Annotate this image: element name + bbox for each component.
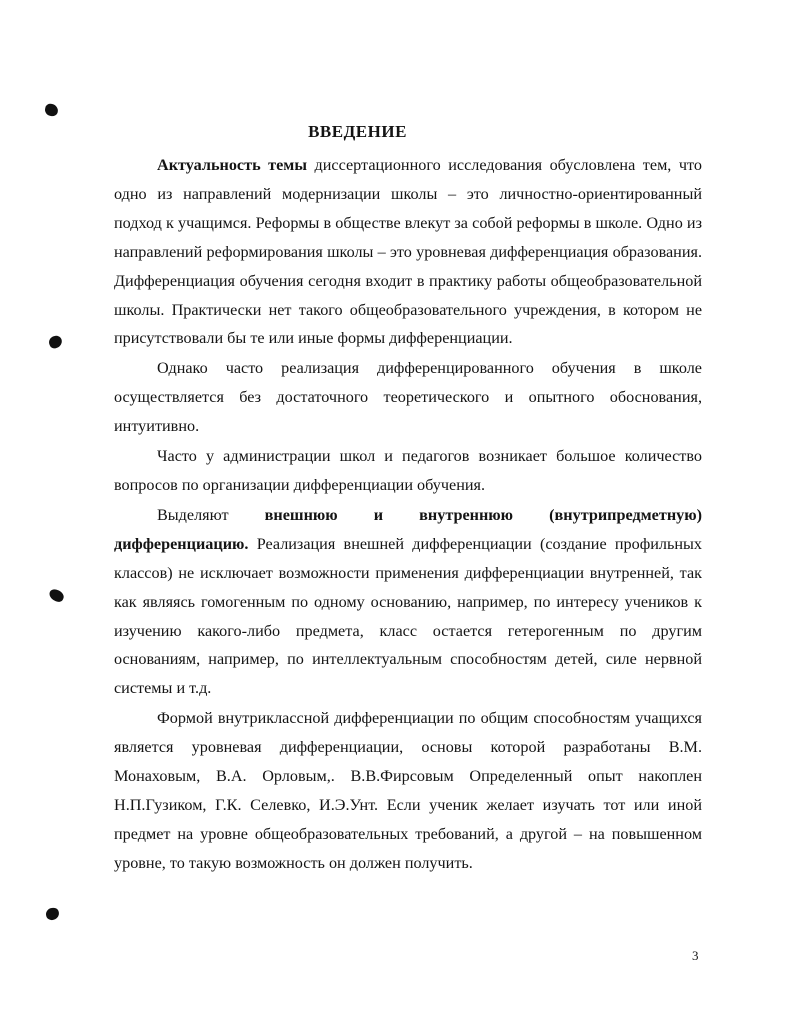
scan-mark-icon (44, 103, 59, 117)
paragraph-implementation (114, 354, 702, 441)
paragraph-text: Формой внутриклассной дифференциации по общим способностям учащихся является уровневая дифференциации, основы которой разработаны В.М. Монаховым, В.А. Орловым,. В.В.Фирсовым Определенный опыт накоплен Н.П.Гузиком, Г.К. Селевко, И.Э.Унт. Если ученик желает изучать тот или иной предмет на уровне общеобразовательных требований, а другой – на повышенном уровне, то такую возможность он должен получить. (114, 709, 702, 872)
paragraph-text: Однако часто реализация дифференцированного обучения в школе осуществляется без достаточного теоретического и опытного обоснования, интуитивно. (114, 359, 702, 436)
paragraph-bold-terms: внешнюю и внутреннюю (внутрипредметную) дифференциацию. (114, 505, 702, 553)
paragraph-questions (114, 442, 702, 500)
paragraph-text: Реализация внешней дифференциации (создание профильных классов) не исключает возможности применения дифференциации внутренней, так как являясь гомогенным по одному основанию, например, по интересу учеников к изучению какого-либо предмета, класс остается гетерогенным по другим основаниям, например, по интеллектуальным способностям детей, силе нервной системы и т.д. (114, 534, 702, 698)
paragraph-relevance (114, 151, 702, 353)
page-number: 3 (692, 948, 699, 963)
scan-mark-icon (47, 587, 65, 603)
paragraph-lead: Выделяют (157, 505, 265, 524)
paragraph-level-differentiation (114, 704, 702, 877)
page-title (0, 122, 799, 142)
scan-mark-icon (45, 907, 60, 921)
page-title-text: ВВЕДЕНИЕ (308, 122, 407, 141)
paragraph-differentiation-types (114, 501, 702, 703)
scan-mark-icon (47, 334, 63, 349)
paragraph-text: диссертационного исследования обусловлена тем, что одно из направлений модернизации школы – это личностно-ориентированный подход к учащимся. Реформы в обществе влекут за собой реформы в школе. Одно из направлений реформирования школы – это уровневая дифференциация образования. Дифференциация обучения сегодня входит в практику работы общеобразовательной школы. Практически нет такого общеобразовательного учреждения, в котором не присутствовали бы те или иные формы дифференциации. (114, 156, 702, 348)
body-text (114, 151, 702, 878)
paragraph-text: Часто у администрации школ и педагогов возникает большое количество вопросов по организации дифференциации обучения. (114, 447, 702, 494)
paragraph-lead-bold: Актуальность темы (157, 156, 307, 174)
